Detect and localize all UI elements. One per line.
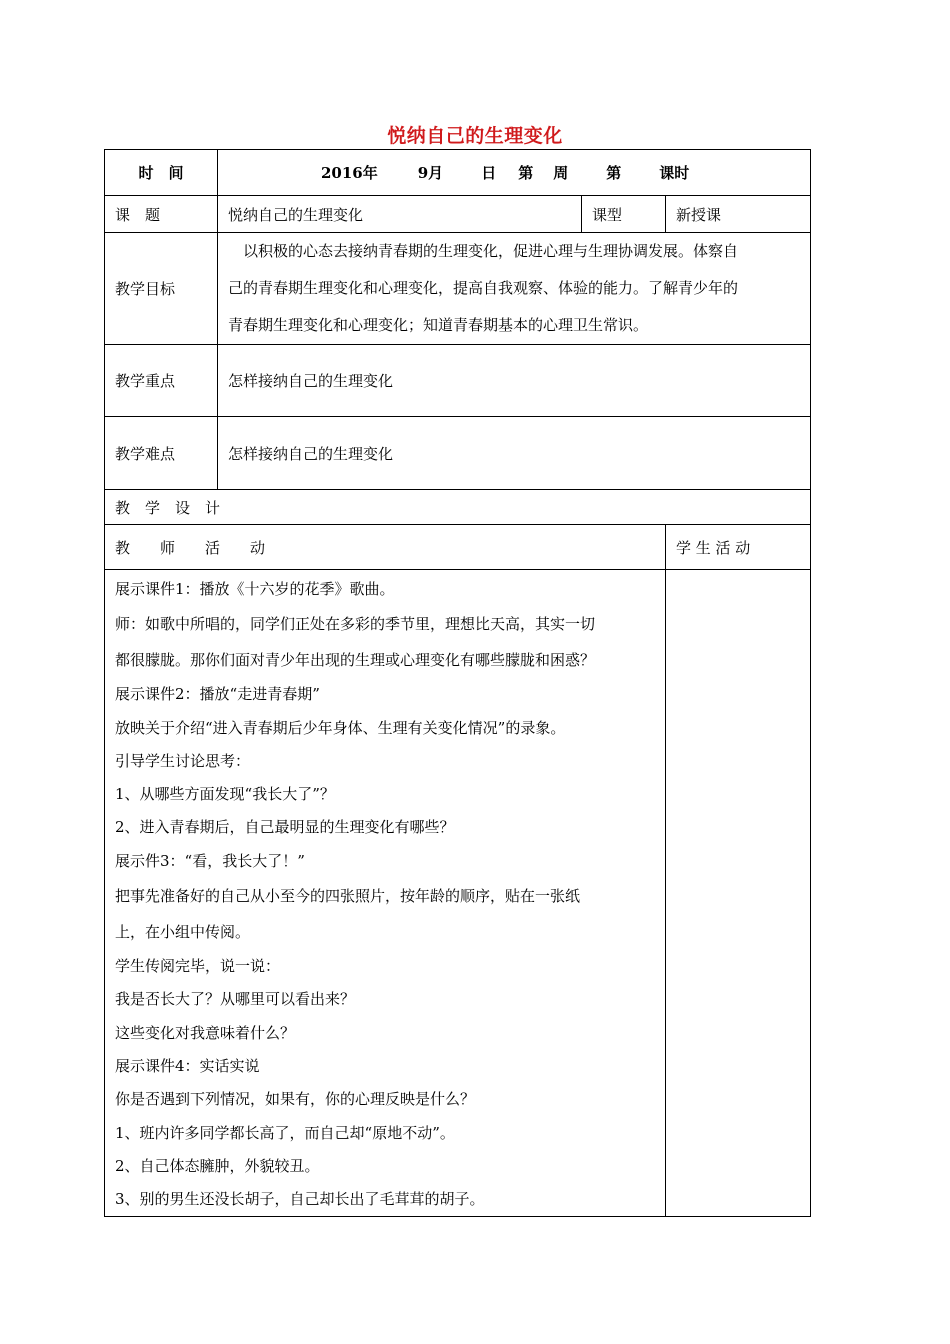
activity-line: 放映关于介绍“进入青春期后少年身体、生理有关变化情况”的录象。 bbox=[115, 718, 566, 737]
design-label: 教 学 设 计 bbox=[105, 490, 811, 525]
type-label: 课型 bbox=[582, 196, 666, 233]
topic-value: 悦纳自己的生理变化 bbox=[218, 196, 582, 233]
time-label: 时 间 bbox=[105, 150, 218, 196]
year-text: 2016年 bbox=[321, 164, 378, 182]
key-point-value: 怎样接纳自己的生理变化 bbox=[218, 345, 811, 417]
day-text: 日 bbox=[481, 164, 497, 182]
activity-line: 1、班内许多同学都长高了，而自己却“原地不动”。 bbox=[115, 1123, 455, 1142]
page-title: 悦纳自己的生理变化 bbox=[387, 125, 563, 147]
week-prefix: 第 bbox=[518, 164, 534, 182]
difficulty-value: 怎样接纳自己的生理变化 bbox=[218, 417, 811, 490]
lesson-suffix: 课时 bbox=[659, 164, 690, 182]
activity-line: 上，在小组中传阅。 bbox=[115, 923, 251, 942]
activity-line: 展示课件4：实话实说 bbox=[115, 1056, 260, 1075]
activity-line: 师：如歌中所唱的，同学们正处在多彩的季节里，理想比天高，其实一切 bbox=[115, 615, 596, 634]
week-suffix: 周 bbox=[553, 164, 569, 182]
month-text: 9月 bbox=[417, 164, 444, 182]
topic-label: 课 题 bbox=[105, 196, 218, 233]
goal-line: 青春期生理变化和心理变化；知道青春期基本的心理卫生常识。 bbox=[228, 316, 649, 334]
activity-line: 学生传阅完毕，说一说： bbox=[115, 957, 281, 976]
activity-line: 1、从哪些方面发现“我长大了”？ bbox=[115, 785, 335, 804]
lesson-plan-table bbox=[104, 149, 811, 1217]
goal-text bbox=[218, 233, 811, 345]
teacher-activity-content bbox=[105, 570, 666, 1217]
design-row bbox=[105, 490, 811, 525]
student-activity-content bbox=[666, 570, 811, 1217]
activity-line: 把事先准备好的自己从小至今的四张照片，按年龄的顺序，贴在一张纸 bbox=[115, 887, 581, 906]
topic-row bbox=[105, 196, 811, 233]
activity-line: 2、进入青春期后，自己最明显的生理变化有哪些？ bbox=[115, 818, 455, 837]
activity-line: 2、自己体态臃肿，外貌较丑。 bbox=[115, 1156, 320, 1175]
key-point-row bbox=[105, 345, 811, 417]
activity-line: 展示课件1：播放《十六岁的花季》歌曲。 bbox=[115, 580, 395, 598]
activity-line: 3、别的男生还没长胡子，自己却长出了毛茸茸的胡子。 bbox=[115, 1190, 485, 1209]
difficulty-label: 教学难点 bbox=[105, 417, 218, 490]
lesson-prefix: 第 bbox=[606, 164, 622, 182]
difficulty-row bbox=[105, 417, 811, 490]
goal-line: 以积极的心态去接纳青春期的生理变化，促进心理与生理协调发展。体察自 bbox=[228, 242, 739, 260]
student-activity-header: 学 生 活 动 bbox=[666, 525, 811, 570]
activity-line: 我是否长大了？从哪里可以看出来？ bbox=[115, 990, 356, 1009]
activity-line: 展示课件2：播放“走进青春期” bbox=[115, 685, 320, 704]
activity-line: 展示件3：“看，我长大了！” bbox=[115, 851, 305, 870]
activity-line: 你是否遇到下列情况，如果有，你的心理反映是什么？ bbox=[115, 1090, 476, 1109]
time-row bbox=[105, 150, 811, 196]
time-value bbox=[218, 150, 811, 196]
activity-line: 这些变化对我意味着什么？ bbox=[115, 1023, 296, 1042]
activity-line: 引导学生讨论思考： bbox=[115, 751, 251, 770]
goal-label: 教学目标 bbox=[105, 233, 218, 345]
activity-line: 都很朦胧。那你们面对青少年出现的生理或心理变化有哪些朦胧和困惑？ bbox=[115, 651, 596, 670]
goal-row bbox=[105, 233, 811, 345]
activity-body-row bbox=[105, 570, 811, 1217]
key-point-label: 教学重点 bbox=[105, 345, 218, 417]
type-value: 新授课 bbox=[666, 196, 811, 233]
activity-header-row bbox=[105, 525, 811, 570]
teacher-activity-header: 教 师 活 动 bbox=[105, 525, 666, 570]
goal-line: 己的青春期生理变化和心理变化，提高自我观察、体验的能力。了解青少年的 bbox=[228, 279, 739, 297]
